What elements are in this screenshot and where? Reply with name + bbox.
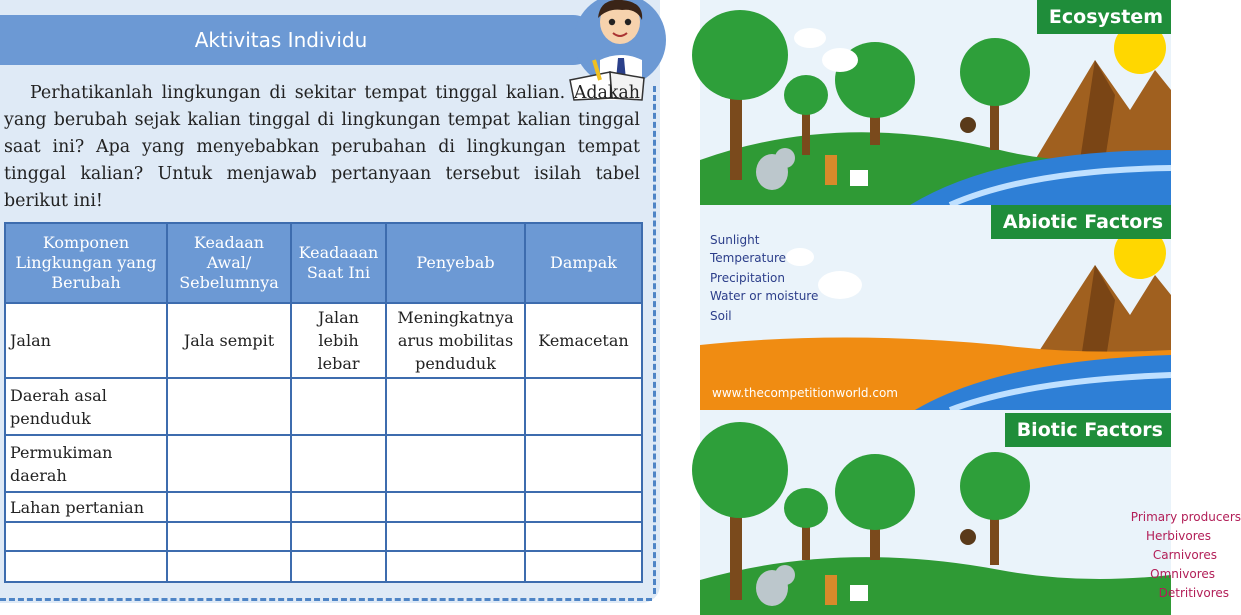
ecosystem-poster xyxy=(700,0,1241,615)
biotic-item: Carnivores xyxy=(1152,548,1217,562)
table-cell[interactable] xyxy=(525,378,642,435)
table-cell[interactable] xyxy=(167,551,291,582)
table-cell[interactable] xyxy=(291,492,386,522)
table-cell[interactable] xyxy=(291,435,386,492)
table-cell[interactable] xyxy=(525,551,642,582)
abiotic-item: Sunlight xyxy=(710,233,760,247)
table-cell[interactable]: Lahan pertanian xyxy=(5,492,167,522)
abiotic-item: Soil xyxy=(710,309,732,323)
table-row xyxy=(5,551,642,582)
table-cell[interactable] xyxy=(291,378,386,435)
environment-change-table xyxy=(4,222,643,583)
activity-title-bar xyxy=(0,15,598,65)
table-cell[interactable]: Jalan xyxy=(5,303,167,378)
biotic-item: Primary producers xyxy=(1130,510,1241,524)
table-cell[interactable]: Daerah asal penduduk xyxy=(5,378,167,435)
ecosystem-panel xyxy=(700,0,1171,205)
table-cell[interactable] xyxy=(386,551,525,582)
website-link[interactable]: www.thecompetitionworld.com xyxy=(712,386,898,400)
table-cell[interactable] xyxy=(291,551,386,582)
activity-title: Aktivitas Individu xyxy=(194,28,368,52)
table-row xyxy=(5,303,642,378)
biotic-item: Detritivores xyxy=(1158,586,1229,600)
table-row xyxy=(5,378,642,435)
table-cell[interactable]: Permukiman daerah xyxy=(5,435,167,492)
header-komponen: Komponen Lingkungan yang Berubah xyxy=(5,223,167,303)
table-cell[interactable] xyxy=(5,551,167,582)
table-cell[interactable] xyxy=(167,378,291,435)
table-cell[interactable] xyxy=(386,378,525,435)
abiotic-item: Water or moisture xyxy=(710,289,819,303)
dashed-border-bottom xyxy=(0,598,652,601)
biotic-label: Biotic Factors xyxy=(1005,413,1171,447)
table-cell[interactable] xyxy=(386,492,525,522)
biotic-panel xyxy=(700,410,1241,615)
table-row xyxy=(5,492,642,522)
abiotic-item: Temperature xyxy=(710,251,787,265)
table-row xyxy=(5,435,642,492)
abiotic-item: Precipitation xyxy=(710,271,786,285)
table-header-row xyxy=(5,223,642,303)
dashed-border-right xyxy=(653,86,656,594)
header-penyebab: Penyebab xyxy=(386,223,525,303)
header-keadaan-saat-ini: Keadaaan Saat Ini xyxy=(291,223,386,303)
abiotic-panel xyxy=(700,205,1171,410)
header-dampak: Dampak xyxy=(525,223,642,303)
table-cell[interactable]: Jala sempit xyxy=(167,303,291,378)
table-cell[interactable]: Meningkatnya arus mobilitas penduduk xyxy=(386,303,525,378)
table-cell[interactable] xyxy=(525,522,642,551)
table-cell[interactable] xyxy=(167,492,291,522)
table-cell[interactable]: Kemacetan xyxy=(525,303,642,378)
table-row xyxy=(5,522,642,551)
table-cell[interactable] xyxy=(167,522,291,551)
header-keadaan-awal: Keadaan Awal/ Sebelumnya xyxy=(167,223,291,303)
table-cell[interactable] xyxy=(386,522,525,551)
table-cell[interactable] xyxy=(167,435,291,492)
instruction-paragraph: Perhatikanlah lingkungan di sekitar tempat tinggal kalian. Adakah yang berubah sejak kalian tinggal di lingkungan tempat kalian tinggal saat ini? Apa yang menyebabkan perubahan di lingkungan tempat tinggal kalian? Untuk menjawab pertanyaan tersebut isilah tabel berikut ini! xyxy=(4,83,640,211)
table-cell[interactable] xyxy=(291,522,386,551)
table-cell[interactable] xyxy=(525,492,642,522)
ecosystem-label: Ecosystem xyxy=(1037,0,1171,34)
table-cell[interactable] xyxy=(525,435,642,492)
abiotic-label: Abiotic Factors xyxy=(991,205,1171,239)
biotic-item: Herbivores xyxy=(1145,529,1211,543)
table-cell[interactable] xyxy=(386,435,525,492)
biotic-item: Omnivores xyxy=(1150,567,1215,581)
table-cell[interactable]: Jalan lebih lebar xyxy=(291,303,386,378)
table-cell[interactable] xyxy=(5,522,167,551)
